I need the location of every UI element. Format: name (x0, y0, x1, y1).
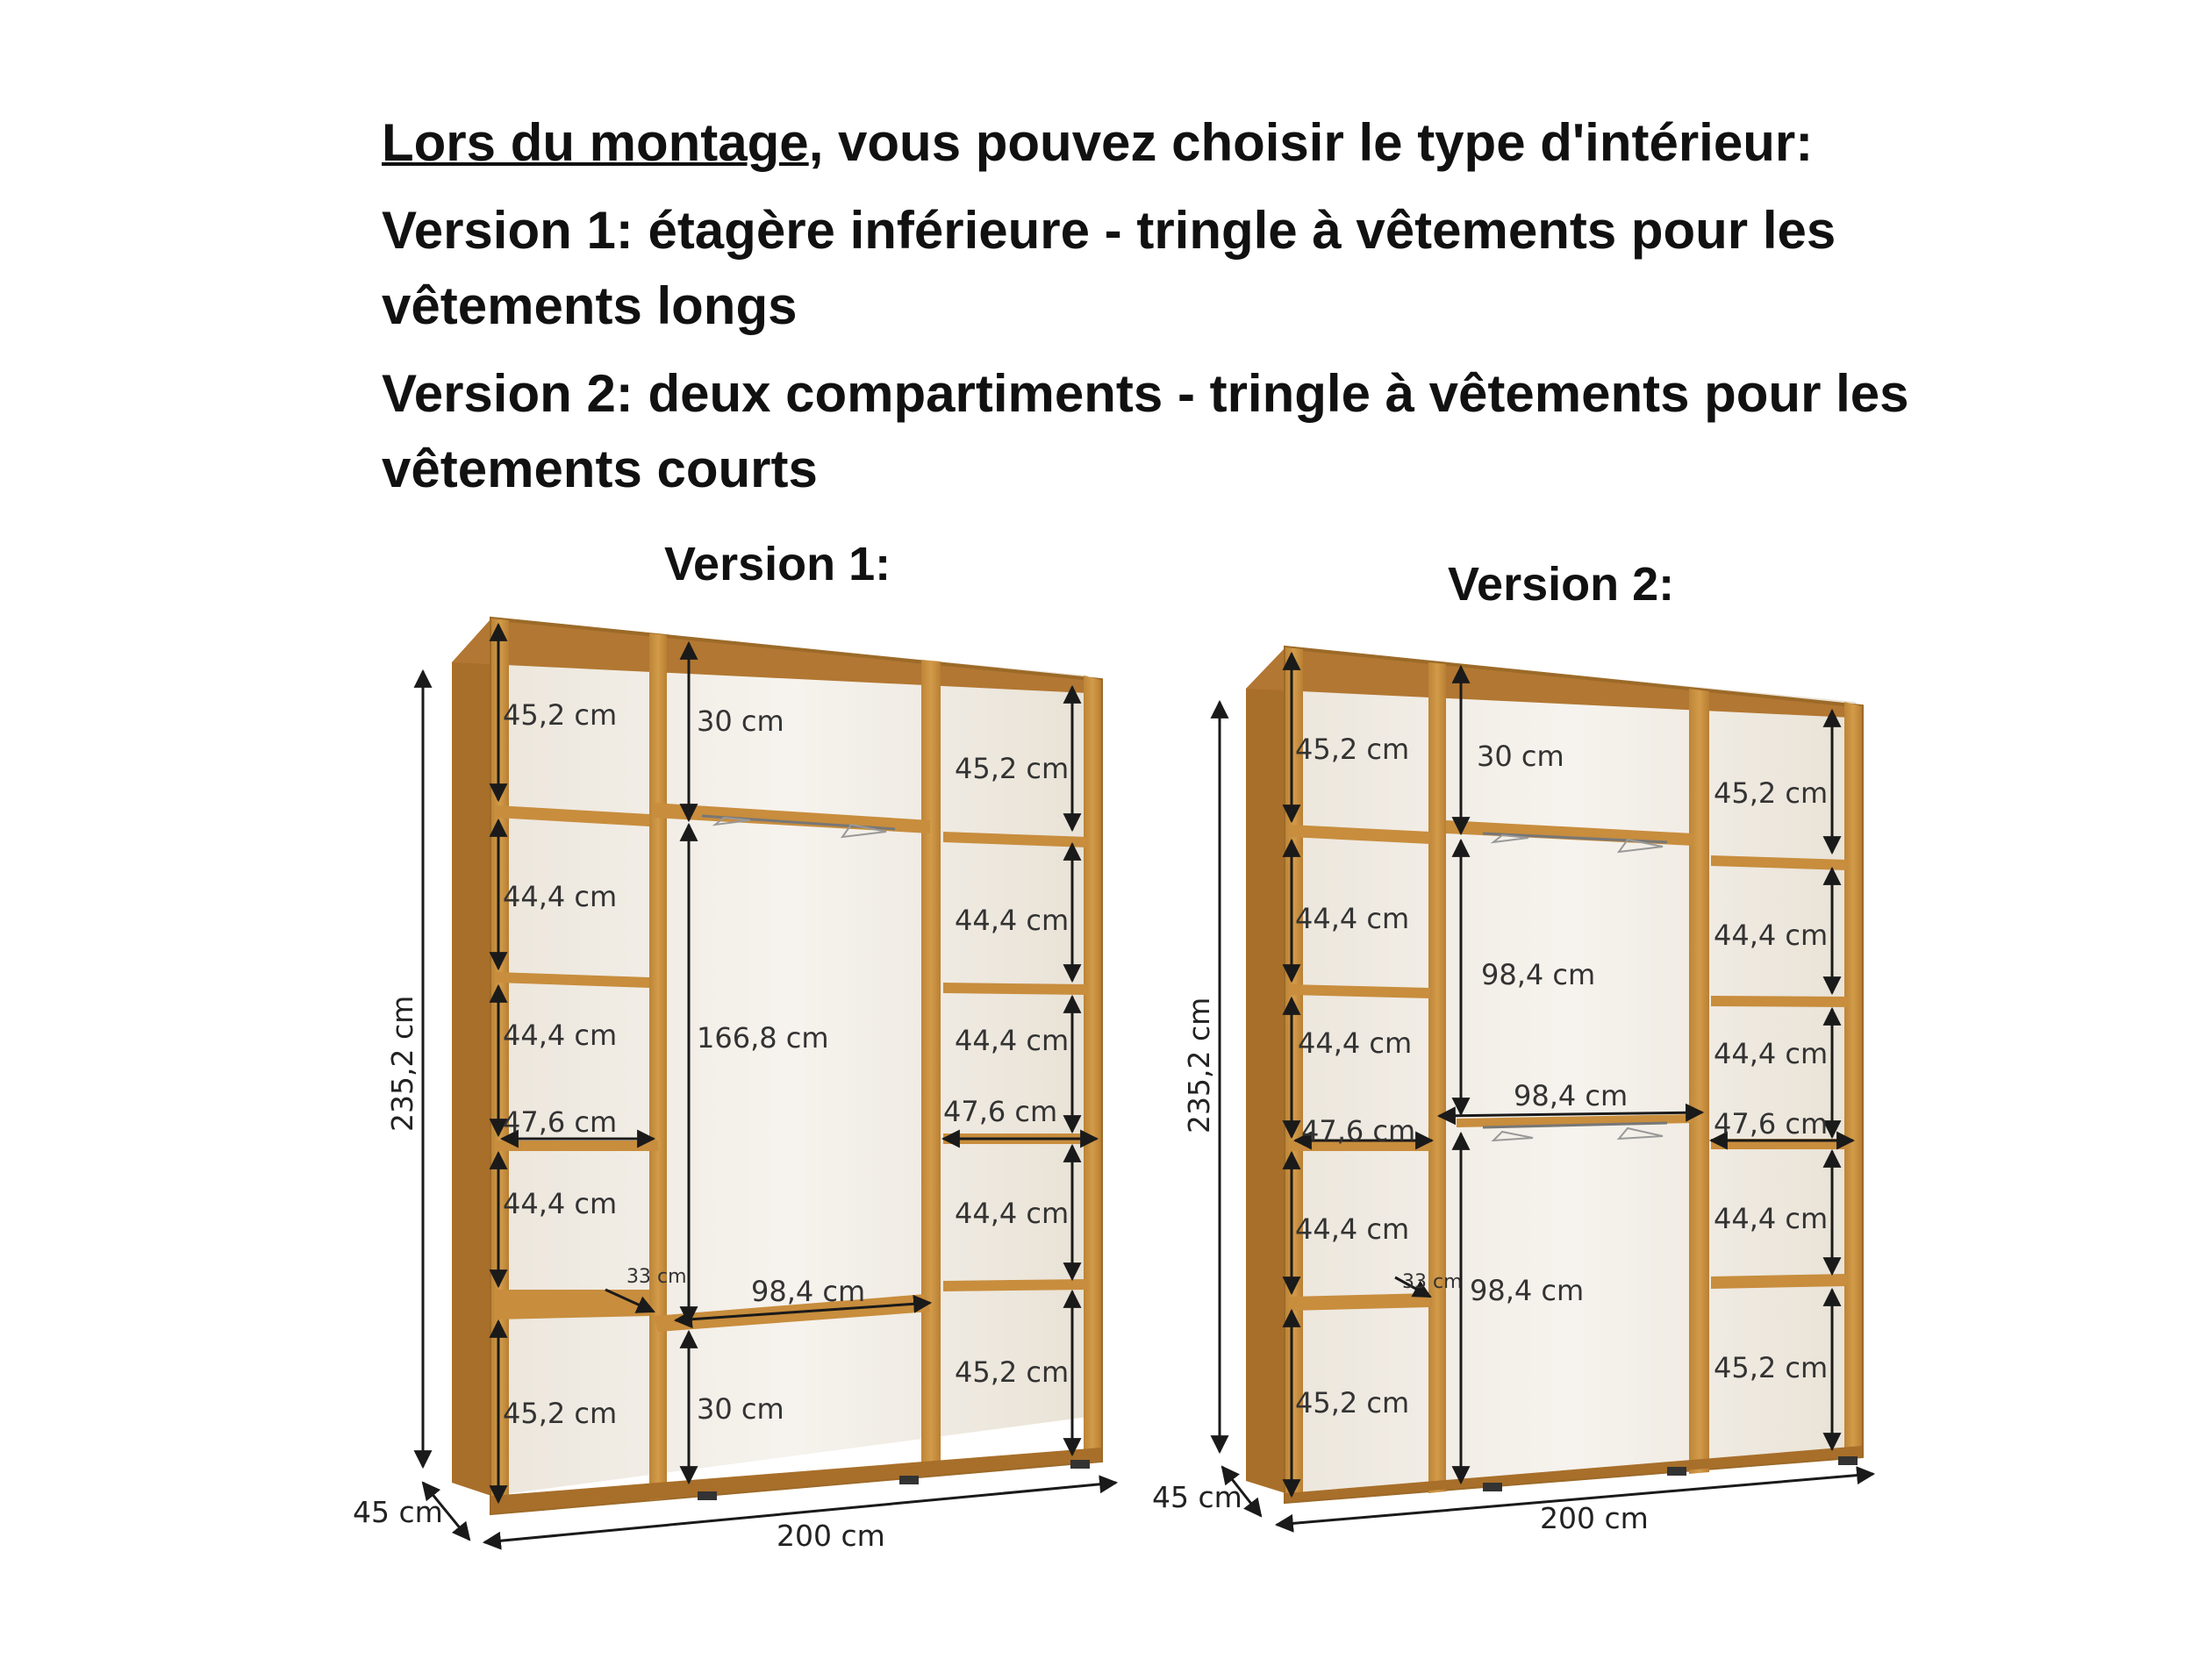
dim-center-bottom: 30 cm (697, 1392, 784, 1426)
dim-right-1: 45,2 cm (955, 752, 1070, 785)
dim-left-small: 33 cm (1402, 1271, 1463, 1293)
post-right (1084, 676, 1101, 1462)
foot (1838, 1456, 1858, 1465)
side-panel (452, 619, 491, 1496)
dim-left-3: 44,4 cm (503, 1019, 618, 1052)
dim-right-4: 47,6 cm (943, 1095, 1058, 1128)
dim-center-top: 30 cm (697, 704, 784, 738)
dim-right-3: 44,4 cm (1714, 1037, 1829, 1070)
dim-left-4: 47,6 cm (1301, 1114, 1416, 1148)
dim-right-6: 45,2 cm (1714, 1351, 1829, 1384)
dim-depth: 45 cm (353, 1495, 443, 1529)
dim-right-2: 44,4 cm (1714, 919, 1829, 952)
dim-left-6: 45,2 cm (503, 1397, 618, 1430)
side-panel (1246, 647, 1285, 1493)
dim-left-6: 45,2 cm (1295, 1386, 1410, 1419)
dim-height: 235,2 cm (1182, 997, 1216, 1133)
version-1-title: Version 1: (664, 538, 891, 590)
dim-center-hang-lower: 98,4 cm (1470, 1274, 1585, 1307)
dim-left-small: 33 cm (626, 1266, 687, 1288)
post-left (491, 619, 509, 1513)
foot (899, 1476, 919, 1484)
dim-width: 200 cm (777, 1519, 885, 1553)
dim-height: 235,2 cm (385, 995, 419, 1132)
post-mid-left (1428, 662, 1446, 1493)
intro-line-1-rest: , vous pouvez choisir le type d'intérieur: (808, 113, 1814, 172)
dim-right-2: 44,4 cm (955, 904, 1070, 937)
dim-left-2: 44,4 cm (503, 880, 618, 913)
dim-right-5: 44,4 cm (955, 1197, 1070, 1230)
dim-left-3: 44,4 cm (1298, 1026, 1413, 1060)
post-right (1844, 702, 1862, 1458)
foot (1070, 1460, 1090, 1469)
dim-right-5: 44,4 cm (1714, 1202, 1829, 1235)
shelf (1711, 1274, 1847, 1289)
dim-left-1: 45,2 cm (1295, 733, 1410, 766)
dim-right-4: 47,6 cm (1714, 1107, 1829, 1141)
dim-width: 200 cm (1540, 1501, 1649, 1535)
dim-left-2: 44,4 cm (1295, 902, 1410, 935)
version-1-description: Version 1: étagère inférieure - tringle à vêtements pour les vêtements longs (382, 201, 1836, 335)
version-2-description: Version 2: deux compartiments - tringle à vêtements pour les vêtements courts (382, 364, 1909, 498)
dim-right-3: 44,4 cm (955, 1024, 1070, 1057)
post-mid-left (649, 633, 667, 1500)
post-mid-right (1689, 689, 1709, 1474)
foot (698, 1491, 717, 1500)
shelf (1711, 996, 1847, 1007)
dim-center-hang: 166,8 cm (697, 1021, 829, 1055)
post-left (1285, 647, 1303, 1502)
shelf (943, 1279, 1088, 1291)
shelf (943, 983, 1088, 995)
dim-center-top: 30 cm (1477, 740, 1564, 773)
dim-left-1: 45,2 cm (503, 698, 618, 732)
shelf (496, 1290, 649, 1319)
foot (1667, 1467, 1686, 1476)
dim-right-6: 45,2 cm (955, 1355, 1070, 1389)
dim-left-5: 44,4 cm (503, 1187, 618, 1220)
dim-right-1: 45,2 cm (1714, 776, 1829, 810)
foot (1483, 1483, 1502, 1491)
version-2-title: Version 2: (1448, 558, 1675, 611)
dim-left-5: 44,4 cm (1295, 1212, 1410, 1246)
dim-depth: 45 cm (1152, 1480, 1242, 1514)
intro-underlined: Lors du montage (382, 113, 809, 172)
dim-center-hang-upper: 98,4 cm (1481, 958, 1596, 991)
dim-center-rod: 98,4 cm (751, 1275, 866, 1308)
dim-left-4: 47,6 cm (503, 1105, 618, 1139)
post-mid-right (921, 660, 941, 1476)
dim-center-rod: 98,4 cm (1514, 1079, 1629, 1112)
shelf (496, 1141, 658, 1151)
